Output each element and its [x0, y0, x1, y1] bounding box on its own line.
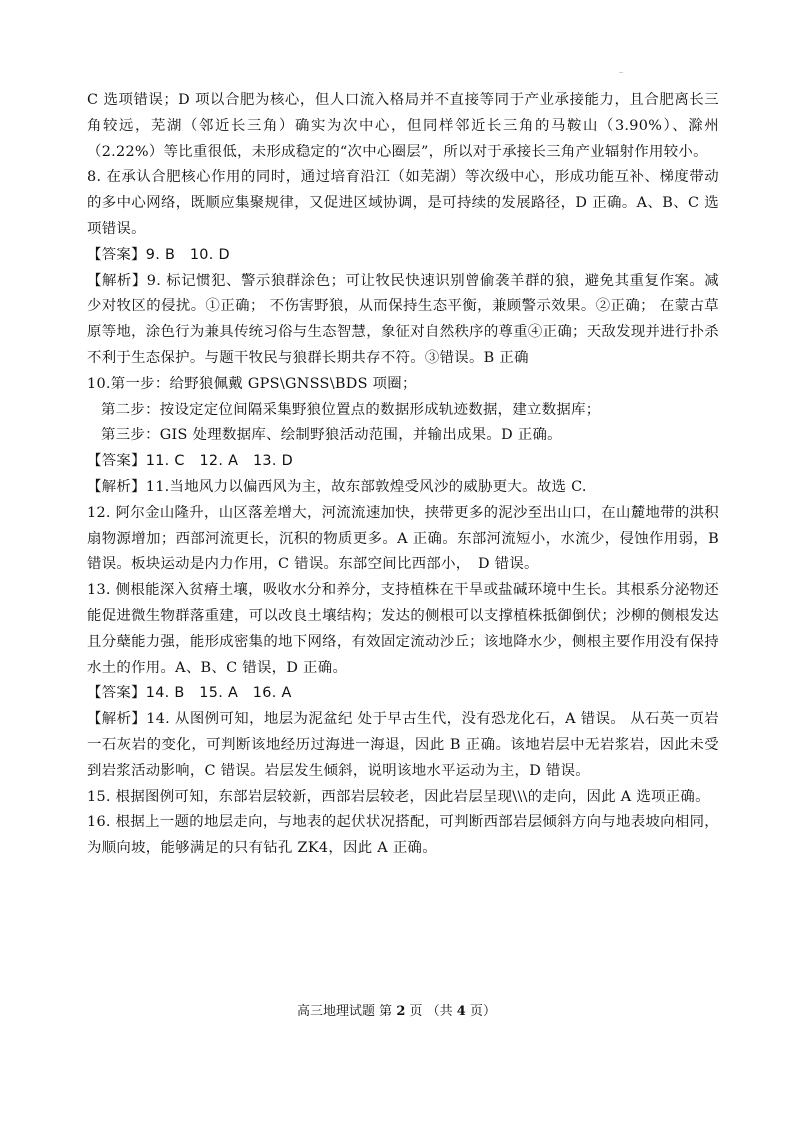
footer-suffix: 页）	[465, 1004, 496, 1019]
answer-q9-q10: 【答案】9. B 10. D	[87, 246, 230, 263]
answer-q14-q16: 【答案】14. B 15. A 16. A	[87, 685, 292, 702]
answer-q11-q13: 【答案】11. C 12. A 13. D	[87, 453, 293, 470]
analysis-q15: 15. 根据图例可知，东部岩层较新，西部岩层较老，因此岩层呈现\\\的走向，因此 A 选项正确。	[87, 788, 710, 805]
paragraph-q8: 8. 在承认合肥核心作用的同时，通过培育沿江（如芜湖）等次级中心，形成功能互补、梯度带动的多中心网络，既顺应集聚规律，又促进区域协调，是可持续的发展路径，D 正确。A、B、C 选项错误。	[87, 169, 719, 237]
footer-middle: 页 （共	[405, 1004, 457, 1019]
scan-mark	[619, 72, 623, 73]
paragraph-option-c-d-analysis: C 选项错误；D 项以合肥为核心，但人口流入格局并不直接等同于产业承接能力，且合肥离长三角较远，芜湖（邻近长三角）确实为次中心，但同样邻近长三角的马鞍山（3.90%）、滁州（2.22%）等比重很低，未形成稳定的“次中心圈层”，所以对于承接长三角产业辐射作用较小。	[87, 92, 719, 160]
analysis-q13: 13. 侧根能深入贫瘠土壤，吸收水分和养分，支持植株在干旱或盐碱环境中生长。其根系分泌物还能促进微生物群落重建，可以改良土壤结构；发达的侧根可以支撑植株抵御倒伏；沙柳的侧根发达且分蘖能力强，能形成密集的地下网络，有效固定流动沙丘；该地降水少，侧根主要作用没有保持水土的作用。A、B、C 错误，D 正确。	[87, 582, 719, 676]
analysis-q10-step2: 第二步：按设定定位间隔采集野狼位置点的数据形成轨迹数据，建立数据库；	[101, 401, 601, 418]
footer-prefix: 高三地理试题 第	[297, 1004, 397, 1019]
footer-total-pages: 4	[456, 1004, 466, 1019]
analysis-q16: 16. 根据上一题的地层走向，与地表的起伏状况搭配，可判断西部岩层倾斜方向与地表坡向相同，为顺向坡，能够满足的只有钻孔 ZK4，因此 A 正确。	[87, 814, 719, 857]
analysis-q10-step1: 10.第一步：给野狼佩戴 GPS\GNSS\BDS 项圈；	[87, 375, 417, 392]
analysis-q14: 【解析】14. 从图例可知，地层为泥盆纪 处于早古生代，没有恐龙化石，A 错误。 从石英一页岩一石灰岩的变化，可判断该地经历过海进一海退，因此 B 正确。该地岩层中无岩浆岩，因此未受到岩浆活动影响，C 错误。岩层发生倾斜，说明该地水平运动为主，D 错误。	[87, 711, 719, 779]
footer-page-number: 2	[396, 1004, 406, 1019]
analysis-q12: 12. 阿尔金山隆升，山区落差增大，河流流速加快，挟带更多的泥沙至出山口，在山麓地带的洪积扇物源增加；西部河流更长，沉积的物质更多。A 正确。东部河流短小，水流少，侵蚀作用弱，B 错误。板块运动是内力作用，C 错误。东部空间比西部小， D 错误。	[87, 504, 719, 573]
analysis-q9: 【解析】9. 标记惯犯、警示狼群涂色；可让牧民快速识别曾偷袭羊群的狼，避免其重复作案。减少对牧区的侵扰。①正确； 不伤害野狼，从而保持生态平衡，兼顾警示效果。②正确； 在蒙古草原等地，涂色行为兼具传统习俗与生态智慧，象征对自然秩序的尊重④正确；天敌发现并进行扑杀不利于生态保护。与题干牧民与狼群长期共存不符。③错误。B 正确	[87, 272, 719, 366]
analysis-q11: 【解析】11.当地风力以偏西风为主，故东部敦煌受风沙的威胁更大。故选 C.	[87, 478, 587, 495]
analysis-q10-step3: 第三步：GIS 处理数据库、绘制野狼活动范围，并输出成果。D 正确。	[101, 427, 562, 444]
answer-explanation-body	[87, 88, 719, 862]
page-footer	[0, 1003, 793, 1021]
